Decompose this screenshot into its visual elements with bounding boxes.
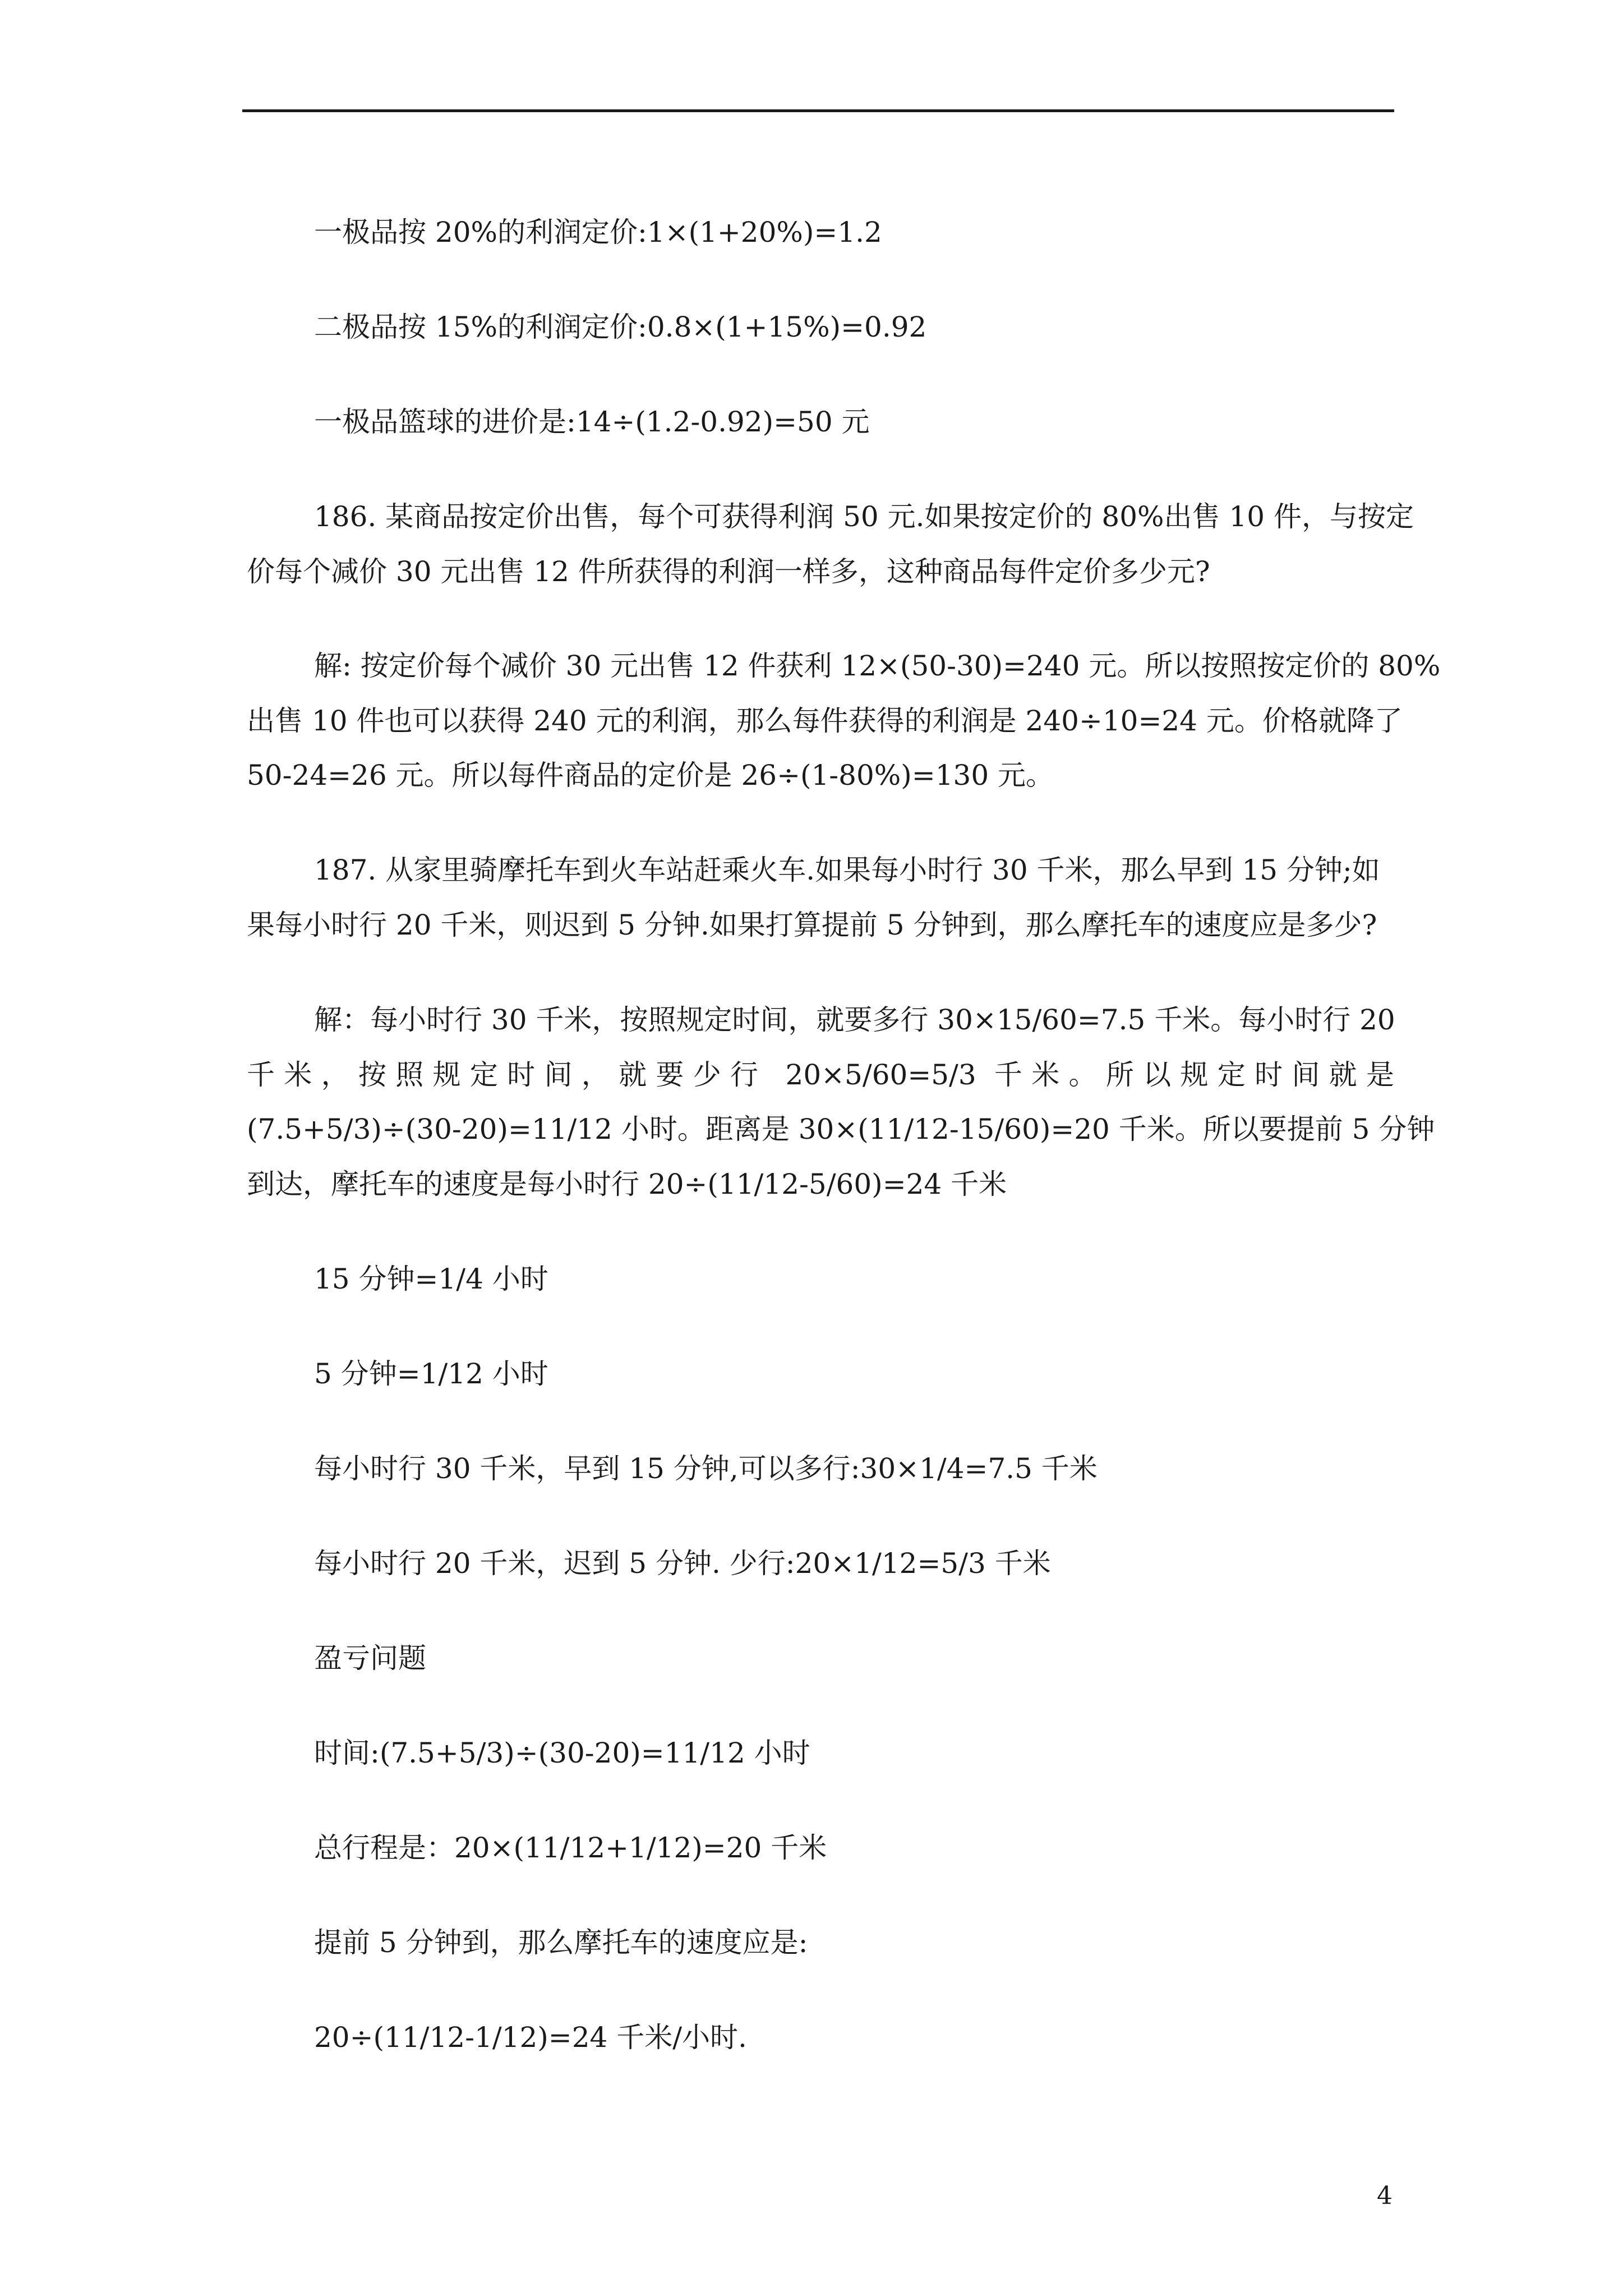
- text-line: 每小时行 20 千米，迟到 5 分钟. 少行:20×1/12=5/3 千米: [314, 1547, 1051, 1580]
- text-line: 总行程是：20×(11/12+1/12)=20 千米: [314, 1832, 827, 1864]
- text-line: 5 分钟=1/12 小时: [314, 1358, 548, 1390]
- problem-187-line-1: 187. 从家里骑摩托车到火车站赶乘火车.如果每小时行 30 千米，那么早到 15 分钟;如: [314, 854, 1380, 886]
- page-number: 4: [1377, 2182, 1393, 2210]
- solution-187-line-4: 到达，摩托车的速度是每小时行 20÷(11/12-5/60)=24 千米: [247, 1168, 1007, 1200]
- text-line: 15 分钟=1/4 小时: [314, 1263, 548, 1295]
- header-rule: [242, 109, 1394, 112]
- text-line: 时间:(7.5+5/3)÷(30-20)=11/12 小时: [314, 1737, 810, 1769]
- solution-187-line-2: 千米，按照规定时间，就要少行 20×5/60=5/3 千米。所以规定时间就是: [247, 1059, 1394, 1091]
- problem-186-line-2: 价每个减价 30 元出售 12 件所获得的利润一样多，这种商品每件定价多少元?: [247, 555, 1210, 588]
- solution-187-line-3: (7.5+5/3)÷(30-20)=11/12 小时。距离是 30×(11/12-15/60)=20 千米。所以要提前 5 分钟: [247, 1113, 1435, 1145]
- text-line: 一极品篮球的进价是:14÷(1.2-0.92)=50 元: [314, 406, 870, 438]
- solution-186-line-3: 50-24=26 元。所以每件商品的定价是 26÷(1-80%)=130 元。: [247, 759, 1054, 792]
- solution-186-line-1: 解: 按定价每个减价 30 元出售 12 件获利 12×(50-30)=240 元。所以按照按定价的 80%: [314, 650, 1441, 682]
- text-line: 二极品按 15%的利润定价:0.8×(1+15%)=0.92: [314, 311, 927, 343]
- solution-186-line-2: 出售 10 件也可以获得 240 元的利润，那么每件获得的利润是 240÷10=24 元。价格就降了: [247, 705, 1403, 737]
- problem-186-line-1: 186. 某商品按定价出售，每个可获得利润 50 元.如果按定价的 80%出售 10 件，与按定: [314, 500, 1414, 533]
- text-line: 一极品按 20%的利润定价:1×(1+20%)=1.2: [314, 216, 882, 249]
- problem-187-line-2: 果每小时行 20 千米，则迟到 5 分钟.如果打算提前 5 分钟到，那么摩托车的速度应是多少?: [247, 909, 1377, 941]
- text-line: 提前 5 分钟到，那么摩托车的速度应是:: [314, 1926, 808, 1959]
- section-heading: 盈亏问题: [314, 1642, 426, 1674]
- text-line: 每小时行 30 千米，早到 15 分钟,可以多行:30×1/4=7.5 千米: [314, 1452, 1098, 1485]
- solution-187-line-1: 解：每小时行 30 千米，按照规定时间，就要多行 30×15/60=7.5 千米。每小时行 20: [314, 1004, 1395, 1036]
- text-line: 20÷(11/12-1/12)=24 千米/小时.: [314, 2021, 747, 2054]
